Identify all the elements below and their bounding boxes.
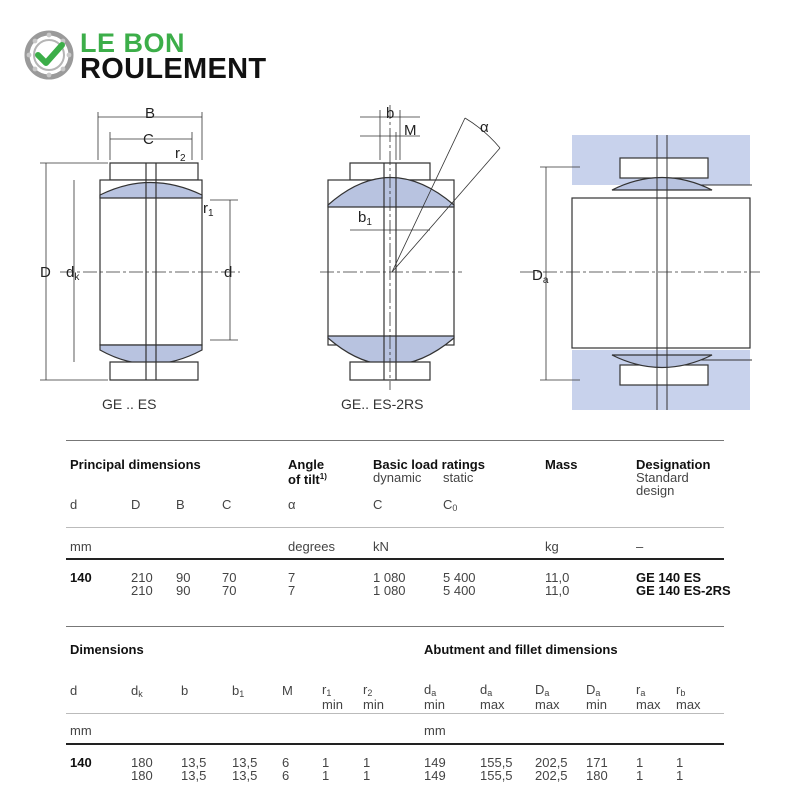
caption-ge-es-2rs: GE.. ES-2RS — [341, 396, 424, 412]
sym2-da-min: $d_a$ min — [424, 682, 445, 712]
label-d: d — [224, 264, 233, 281]
label-B: B — [145, 105, 156, 122]
label-dk: $d_k$ — [66, 264, 80, 283]
logo-text-line1: LE BON — [80, 28, 186, 58]
sym2-d: d — [70, 683, 78, 698]
bearing-check-icon — [24, 30, 74, 80]
drawing-ge-es-2rs — [320, 105, 500, 390]
unit2-mm: mm — [70, 723, 92, 738]
brand-logo — [24, 26, 304, 86]
label-C: C — [143, 131, 154, 148]
unit2-mm-abutment: mm — [424, 723, 446, 738]
header-mass: Mass — [545, 457, 578, 472]
header-angle: Angle — [288, 457, 325, 472]
header-dynamic: dynamic — [373, 470, 422, 485]
drawing-ge-es — [40, 112, 240, 380]
header-of-tilt: of tilt$^{1)}$ — [288, 472, 327, 487]
table2-mid-rule — [66, 713, 724, 714]
sym2-r1: $r_1$ min — [322, 682, 343, 712]
label-alpha: α — [480, 119, 489, 136]
header-design: design — [636, 483, 675, 498]
sym-B: B — [176, 497, 185, 512]
header-principal-dimensions: Principal dimensions — [70, 457, 201, 472]
label-b: b — [386, 105, 395, 122]
sym-C0: $C_0$ — [443, 497, 458, 513]
sym2-b: b — [181, 683, 189, 698]
label-Da: $D_a$ — [532, 267, 549, 286]
drawing-mounting — [520, 135, 760, 410]
sym2-Da-min: $D_a$ min — [586, 682, 607, 712]
header-designation: Designation — [636, 457, 711, 472]
sym2-r2: $r_2$ min — [363, 682, 384, 712]
sym-C: C — [222, 497, 232, 512]
sym-D: D — [131, 497, 141, 512]
unit-kg: kg — [545, 539, 559, 554]
label-r2: $r_2$ — [175, 145, 186, 164]
logo-text-line2: ROULEMENT — [80, 53, 267, 85]
table1-header-rule — [66, 558, 724, 560]
table2-top-rule — [66, 626, 724, 627]
header-standard: Standard — [636, 470, 689, 485]
unit-degrees: degrees — [288, 539, 335, 554]
bearing-drawings — [0, 95, 800, 425]
label-D: D — [40, 264, 51, 281]
table1-mid-rule — [66, 527, 724, 528]
sym2-rb: $r_b$ max — [676, 682, 701, 712]
sym-C-dynamic: C — [373, 497, 383, 512]
sym2-b1: $b_1$ — [232, 683, 245, 699]
caption-ge-es: GE .. ES — [102, 396, 157, 412]
label-r1: $r_1$ — [203, 200, 214, 219]
sym2-da-max: $d_a$ max — [480, 682, 505, 712]
header-static: static — [443, 470, 474, 485]
sym-d: d — [70, 497, 78, 512]
unit-dash: – — [636, 539, 644, 554]
sym2-Da-max: $D_a$ max — [535, 682, 560, 712]
table1-top-rule — [66, 440, 724, 441]
header-dimensions: Dimensions — [70, 642, 144, 657]
sym2-M: M — [282, 683, 293, 698]
sym2-dk: $d_k$ — [131, 683, 143, 699]
label-b1: $b_1$ — [358, 209, 372, 228]
sym-alpha: α — [288, 497, 296, 512]
unit-kN: kN — [373, 539, 389, 554]
label-M: M — [404, 122, 417, 139]
unit-mm: mm — [70, 539, 92, 554]
header-abutment: Abutment and fillet dimensions — [424, 642, 618, 657]
table2-header-rule — [66, 743, 724, 745]
sym2-ra: $r_a$ max — [636, 682, 661, 712]
header-basic-load: Basic load ratings — [373, 457, 485, 472]
